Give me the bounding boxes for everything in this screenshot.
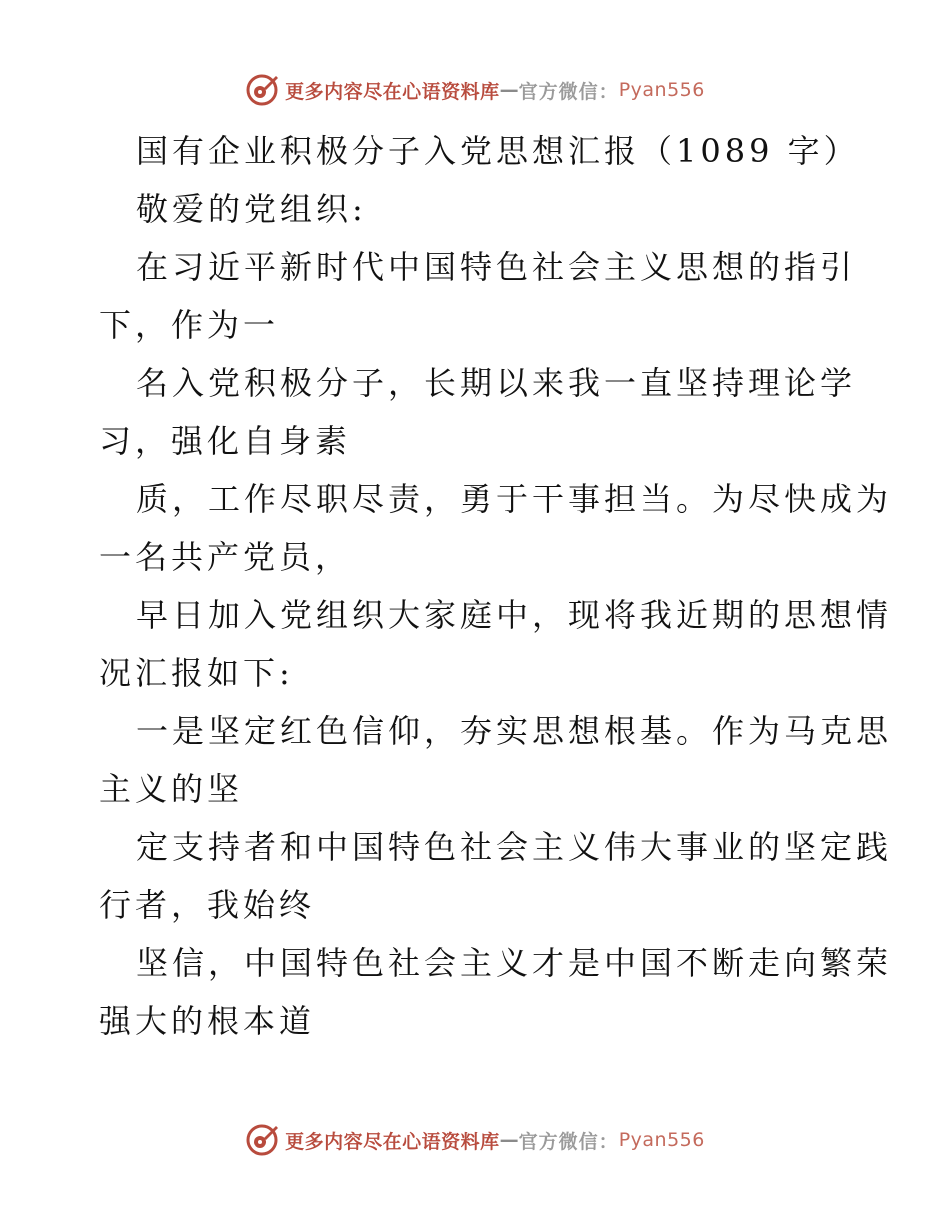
footer-watermark <box>0 1120 950 1160</box>
header-watermark <box>0 70 950 110</box>
body-line: 质，工作尽职尽责，勇于干事担当。为尽快成为 <box>136 480 893 518</box>
body-line: 在习近平新时代中国特色社会主义思想的指引 <box>136 248 857 286</box>
body-line: 一名共产党员， <box>99 538 352 576</box>
watermark-wechat-id: Pyan556 <box>618 1129 705 1151</box>
pen-logo-icon <box>245 1123 279 1157</box>
watermark-main-text: 更多内容尽在心语资料库 <box>285 80 500 103</box>
watermark-main-text: 更多内容尽在心语资料库 <box>285 1130 500 1153</box>
body-line: 早日加入党组织大家庭中，现将我近期的思想情 <box>136 596 893 634</box>
watermark-wechat-label: 官方微信： <box>518 80 619 103</box>
body-line: 下，作为一 <box>99 306 280 344</box>
watermark-dash: — <box>499 79 519 101</box>
document-body <box>99 122 893 1050</box>
body-line: 习，强化自身素 <box>99 422 352 460</box>
body-line: 名入党积极分子，长期以来我一直坚持理论学 <box>136 364 857 402</box>
watermark-dash: — <box>499 1129 519 1151</box>
body-line: 强大的根本道 <box>99 1002 316 1040</box>
document-title: 国有企业积极分子入党思想汇报（1089 字） <box>136 132 860 170</box>
body-line: 况汇报如下: <box>99 654 294 692</box>
body-line: 一是坚定红色信仰，夯实思想根基。作为马克思 <box>136 712 893 750</box>
body-line: 行者，我始终 <box>99 886 316 924</box>
salutation: 敬爱的党组织: <box>136 190 367 228</box>
pen-logo-icon <box>245 73 279 107</box>
watermark-wechat-id: Pyan556 <box>618 79 705 101</box>
body-line: 坚信，中国特色社会主义才是中国不断走向繁荣 <box>136 944 893 982</box>
body-line: 主义的坚 <box>99 770 244 808</box>
body-line: 定支持者和中国特色社会主义伟大事业的坚定践 <box>136 828 893 866</box>
watermark-wechat-label: 官方微信： <box>518 1130 619 1153</box>
